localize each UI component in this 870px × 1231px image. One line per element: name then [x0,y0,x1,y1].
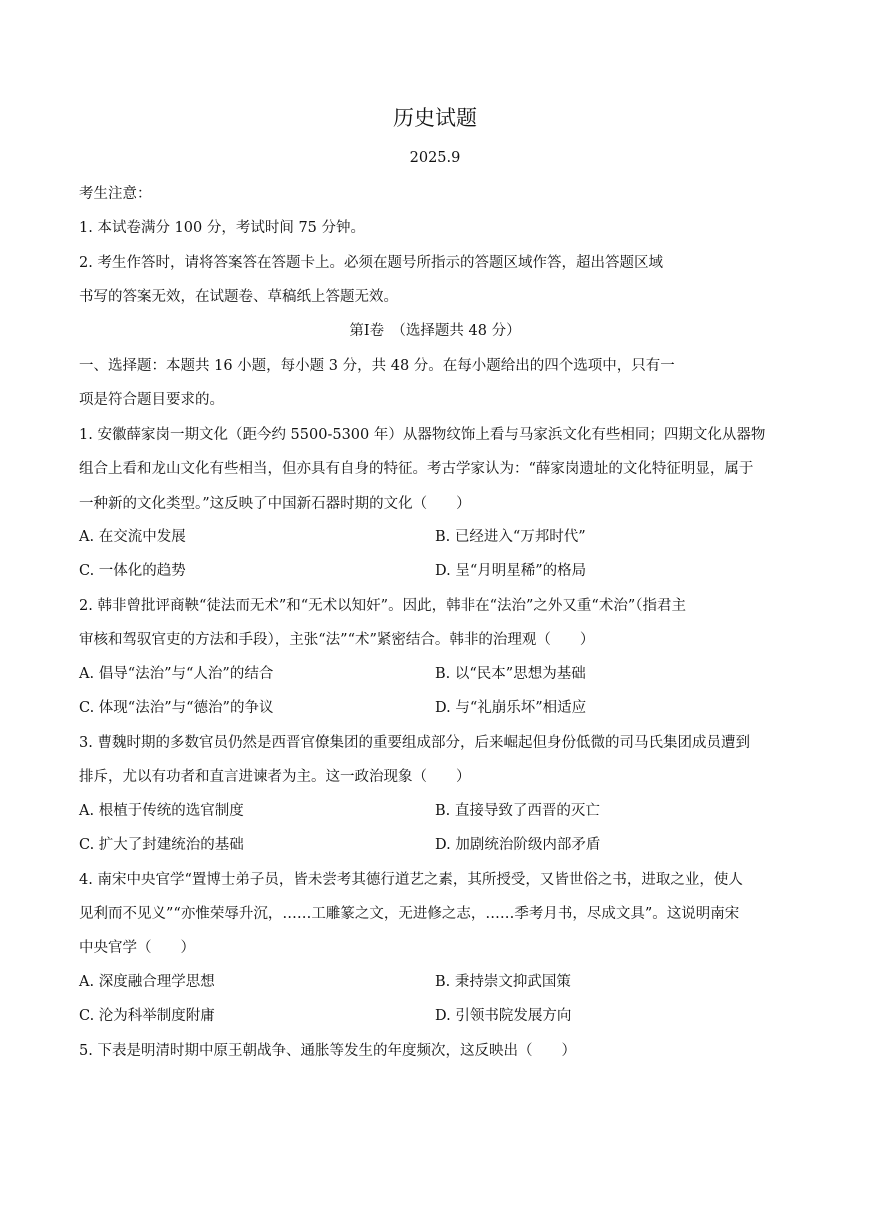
volume-title: 第Ⅰ卷 （选择题共 48 分） [349,323,521,339]
notice-item-2-line-2: 书写的答案无效，在试题卷、草稿纸上答题无效。 [79,289,398,305]
question-3-option-a: A. 根植于传统的选官制度 [79,803,244,819]
question-5-line-1: 5. 下表是明清时期中原王朝战争、通胀等发生的年度频次，这反映出（ ） [79,1043,576,1059]
question-4-option-d: D. 引领书院发展方向 [435,1008,572,1024]
question-4-option-c: C. 沦为科举制度附庸 [79,1008,215,1024]
question-1-option-c: C. 一体化的趋势 [79,563,186,579]
question-2-line-2: 审核和驾驭官吏的方法和手段），主张“法”“术”紧密结合。韩非的治理观（ ） [79,632,595,648]
question-1-line-1: 1. 安徽薛家岗一期文化（距今约 5500-5300 年）从器物纹饰上看与马家浜文化有些相同；四期文化从器物 [79,427,766,443]
question-3-line-2: 排斥，尤以有功者和直言进谏者为主。这一政治现象（ ） [79,769,471,785]
question-3-option-b: B. 直接导致了西晋的灭亡 [435,803,600,819]
exam-date: 2025.9 [409,150,461,166]
question-3-option-d: D. 加剧统治阶级内部矛盾 [435,837,601,853]
question-1-option-a: A. 在交流中发展 [79,529,186,545]
question-4-option-b: B. 秉持崇文抑武国策 [435,974,571,990]
question-2-option-d: D. 与“礼崩乐坏”相适应 [435,700,587,716]
question-4-line-2: 见利而不见义”“亦惟荣辱升沉，……工雕篆之文，无进修之志，……季考月书，尽成文具”。这说明南宋 [79,906,740,922]
question-2-line-1: 2. 韩非曾批评商鞅“徒法而无术”和“无术以知奸”。因此，韩非在“法治”之外又重“术治”（指君主 [79,598,686,614]
question-2-option-c: C. 体现“法治”与“德治”的争议 [79,700,274,716]
page-title: 历史试题 [393,106,477,130]
notice-item-1: 1. 本试卷满分 100 分，考试时间 75 分钟。 [79,220,366,236]
question-4-line-3: 中央官学（ ） [79,940,195,956]
question-1-option-d: D. 呈“月明星稀”的格局 [435,563,587,579]
question-2-option-a: A. 倡导“法治”与“人治”的结合 [79,666,274,682]
question-3-line-1: 3. 曹魏时期的多数官员仍然是西晋官僚集团的重要组成部分，后来崛起但身份低微的司马氏集团成员遭到 [79,735,750,751]
question-1-line-2: 组合上看和龙山文化有些相当，但亦具有自身的特征。考古学家认为：“薛家岗遗址的文化特征明显，属于 [79,461,754,477]
section-intro-line-2: 项是符合题目要求的。 [79,392,224,408]
question-1-line-3: 一种新的文化类型。”这反映了中国新石器时期的文化（ ） [79,496,471,512]
question-3-option-c: C. 扩大了封建统治的基础 [79,837,244,853]
notice-heading: 考生注意： [79,186,152,202]
notice-item-2-line-1: 2. 考生作答时，请将答案答在答题卡上。必须在题号所指示的答题区域作答，超出答题区域 [79,255,663,271]
question-4-line-1: 4. 南宋中央官学“置博士弟子员，皆未尝考其德行道艺之素，其所授受，又皆世俗之书，进取之业，使人 [79,872,743,888]
question-1-option-b: B. 已经进入“万邦时代” [435,529,586,545]
question-4-option-a: A. 深度融合理学思想 [79,974,215,990]
question-2-option-b: B. 以“民本”思想为基础 [435,666,586,682]
section-intro-line-1: 一、选择题：本题共 16 小题，每小题 3 分，共 48 分。在每小题给出的四个选项中，只有一 [79,358,675,374]
